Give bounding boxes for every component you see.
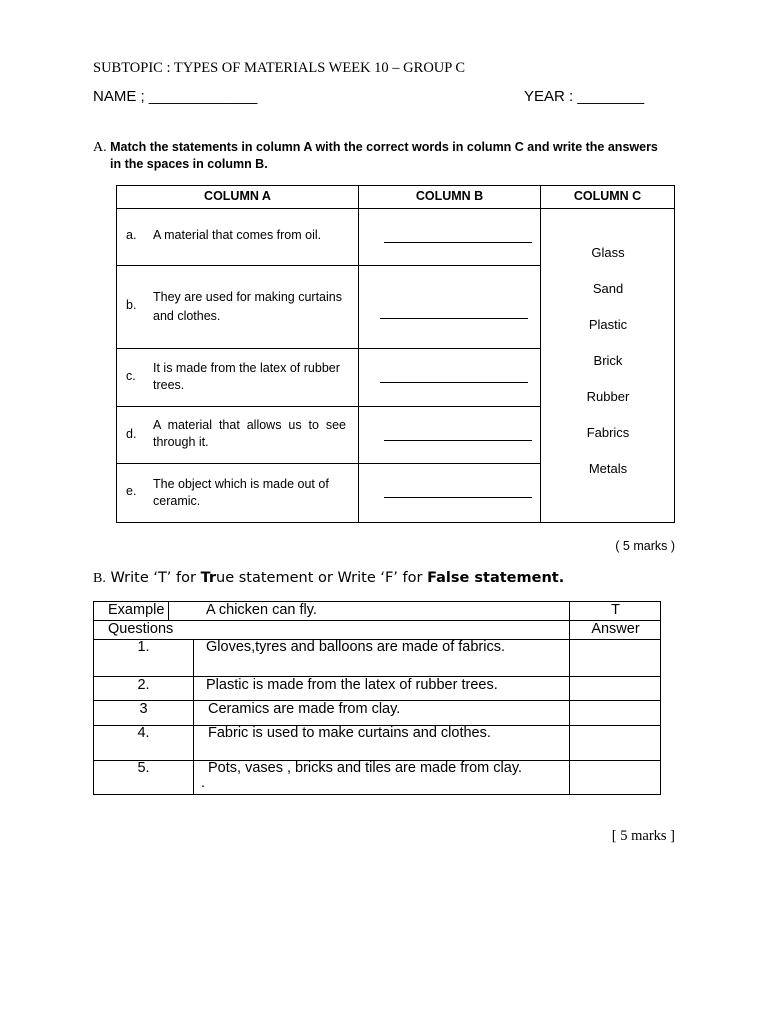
table-divider — [117, 463, 540, 464]
column-c-header: COLUMN C — [573, 189, 642, 203]
answer-cell[interactable] — [570, 640, 660, 675]
section-b-instr-part2: ue statement or Write ‘F’ for — [216, 570, 428, 586]
word-option: Rubber — [586, 389, 630, 404]
answer-blank[interactable] — [380, 382, 528, 383]
answer-cell[interactable] — [570, 761, 660, 794]
section-a-marks: ( 5 marks ) — [615, 539, 675, 553]
answer-blank[interactable] — [380, 318, 528, 319]
section-a-instruction-line1: Match the statements in column A with the correct words in column C and write the answers — [110, 140, 658, 154]
example-answer: T — [611, 602, 620, 618]
question-statement: Pots, vases , bricks and tiles are made from clay. — [208, 760, 523, 776]
question-statement: Fabric is used to make curtains and clothes. — [208, 725, 491, 741]
answer-blank[interactable] — [384, 440, 532, 441]
table-divider — [117, 265, 540, 266]
table-divider — [193, 639, 194, 794]
example-statement: A chicken can fly. — [206, 602, 317, 618]
stray-dot: . — [201, 775, 206, 791]
year-field[interactable]: YEAR : ________ — [524, 88, 645, 105]
page-title: SUBTOPIC : TYPES OF MATERIALS WEEK 10 – GROUP C — [93, 60, 466, 76]
row-letter: d. — [126, 427, 137, 441]
table-divider — [117, 348, 540, 349]
section-b-instr-false: False statement. — [427, 570, 565, 586]
row-statement: It is made from the latex of rubber trees. — [153, 361, 340, 392]
section-b-instr-true: Tr — [200, 570, 217, 586]
answer-blank[interactable] — [384, 497, 532, 498]
answer-cell[interactable] — [570, 726, 660, 759]
section-b-letter: B. — [93, 571, 106, 586]
answer-cell[interactable] — [570, 701, 660, 724]
section-b-marks: [ 5 marks ] — [611, 828, 675, 844]
questions-label: Questions — [108, 621, 174, 637]
row-statement: A material that allows us to see through it. — [153, 418, 346, 449]
row-letter: c. — [126, 369, 136, 383]
word-option: Brick — [593, 353, 623, 368]
row-statement: A material that comes from oil. — [153, 228, 322, 242]
answer-blank[interactable] — [384, 242, 532, 243]
question-statement: Ceramics are made from clay. — [208, 701, 401, 717]
section-a-instruction-line2: in the spaces in column B. — [110, 157, 268, 171]
section-a-letter: A. — [93, 140, 107, 155]
word-option: Plastic — [588, 317, 628, 332]
answer-cell[interactable] — [570, 677, 660, 699]
example-label: Example — [108, 602, 165, 618]
name-field[interactable]: NAME ; _____________ — [93, 88, 258, 105]
word-option: Fabrics — [586, 425, 630, 440]
row-statement: They are used for making curtains and clothes. — [153, 290, 342, 323]
answer-label: Answer — [591, 621, 640, 637]
section-a-instructions — [93, 139, 683, 172]
question-number: 3 — [139, 701, 148, 717]
question-number: 5. — [137, 760, 150, 776]
row-statement: The object which is made out of ceramic. — [153, 477, 329, 508]
word-option: Sand — [592, 281, 624, 296]
row-letter: e. — [126, 484, 137, 498]
question-number: 1. — [137, 639, 150, 655]
matching-table — [116, 185, 675, 523]
table-divider — [358, 186, 359, 522]
column-a-header: COLUMN A — [204, 189, 271, 203]
row-letter: a. — [126, 228, 137, 242]
word-option: Glass — [591, 245, 625, 260]
word-option: Metals — [588, 461, 628, 476]
question-number: 2. — [137, 677, 150, 693]
column-b-header: COLUMN B — [415, 189, 484, 203]
true-false-table — [93, 601, 661, 795]
table-divider — [168, 602, 169, 620]
section-b-instructions — [93, 570, 564, 587]
question-statement: Plastic is made from the latex of rubber trees. — [206, 677, 498, 693]
row-letter: b. — [126, 298, 137, 312]
question-statement: Gloves,tyres and balloons are made of fabrics. — [206, 639, 506, 655]
question-number: 4. — [137, 725, 150, 741]
table-divider — [117, 406, 540, 407]
table-divider — [540, 186, 541, 522]
table-divider — [117, 208, 674, 209]
section-b-instr-part1: Write ‘T’ for — [105, 570, 201, 586]
